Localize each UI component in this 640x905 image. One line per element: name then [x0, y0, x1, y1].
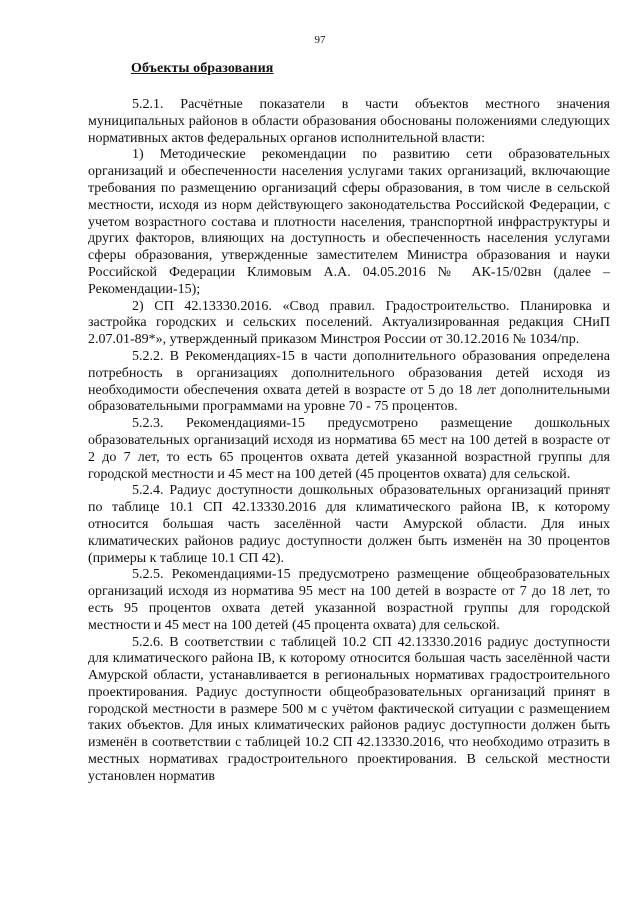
- paragraph-5-2-4: 5.2.4. Радиус доступности дошкольных образовательных организаций принят по таблице 10.1 СП 42.13330.2016 для климатического района IВ, к которому относится большая часть заселённой части Амурской области. Для иных климатических районов радиус доступности должен быть изменён на 30 процентов (примеры к таблице 10.1 СП 42).: [88, 483, 610, 566]
- paragraph-5-2-3: 5.2.3. Рекомендациями-15 предусмотрено размещение дошкольных образовательных организаций исходя из норматива 65 мест на 100 детей в возрасте от 2 до 7 лет, то есть 65 процентов охвата детей указанной возрастной группы для городской местности и 45 мест на 100 детей (45 процентов охвата) для сельской.: [88, 416, 610, 482]
- list-item-1: 1) Методические рекомендации по развитию сети образовательных организаций и обеспеченности населения услугами таких организаций, включающие требования по размещению организаций сферы образования, в том числе в сельской местности, исходя из норм действующего законодательства Российской Федерации, с учетом возрастного состава и плотности населения, транспортной инфраструктуры и других факторов, влияющих на доступность и обеспеченность населения услугами сферы образования, утвержденные заместителем Министра образования и науки Российской Федерации Климовым А.А. 04.05.2016 № АК-15/02вн (далее – Рекомендации-15);: [88, 147, 610, 297]
- paragraph-5-2-5: 5.2.5. Рекомендациями-15 предусмотрено размещение общеобразовательных организаций исходя из норматива 95 мест на 100 детей в возрасте от 7 до 18 лет, то есть 95 процентов охвата детей указанной возрастной группы для городской местности и 45 мест на 100 детей (45 процента охвата) для сельской.: [88, 567, 610, 633]
- section-title: Объекты образования: [131, 61, 274, 76]
- list-item-2: 2) СП 42.13330.2016. «Свод правил. Градостроительство. Планировка и застройка городских и сельских поселений. Актуализированная редакция СНиП 2.07.01-89*», утвержденный приказом Минстроя России от 30.12.2016 № 1034/пр.: [88, 298, 610, 348]
- paragraph-5-2-1: 5.2.1. Расчётные показатели в части объектов местного значения муниципальных районов в области образования обоснованы положениями следующих нормативных актов федеральных органов исполнительной власти:: [88, 97, 610, 146]
- paragraph-5-2-2: 5.2.2. В Рекомендациях-15 в части дополнительного образования определена потребность в организациях дополнительного образования детей исходя из необходимости обеспечения охвата детей в возрасте от 5 до 18 лет дополнительными образовательными программами на уровне 70 - 75 процентов.: [88, 348, 610, 415]
- page-number: 97: [314, 34, 326, 46]
- body-text: [88, 97, 610, 786]
- paragraph-5-2-6: 5.2.6. В соответствии с таблицей 10.2 СП 42.13330.2016 радиус доступности для климатического района IВ, к которому относится большая часть заселённой части Амурской области, устанавливается в региональных нормативах градостроительного проектирования. Радиус доступности общеобразовательных организаций принят в городской местности в размере 500 м с учётом фактической ситуации с размещением таких объектов. Для иных климатических районов радиус доступности должен быть изменён в соответствии с таблицей 10.2 СП 42.13330.2016, что необходимо отразить в местных нормативах градостроительного проектирования. В сельской местности установлен норматив: [88, 634, 610, 784]
